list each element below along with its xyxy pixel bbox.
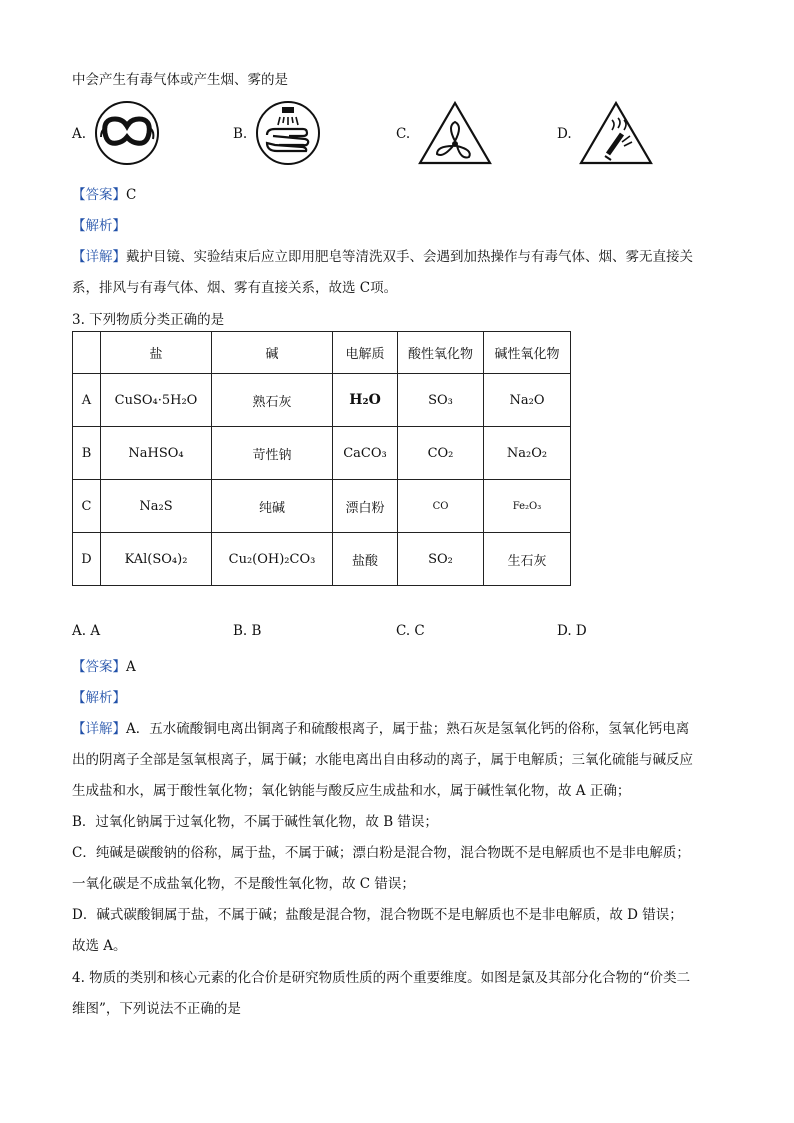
- header-cell: 酸性氧化物: [398, 332, 484, 374]
- row-key: C: [73, 480, 101, 533]
- header-cell: 碱性氧化物: [484, 332, 571, 374]
- acid-oxide-cell: SO₂: [398, 533, 484, 586]
- electrolyte-cell: H₂O: [333, 374, 398, 427]
- q3-detail-5: C．纯碱是碳酸钠的俗称，属于盐，不属于碱；漂白粉是混合物，混合物既不是电解质也不是非电解质；: [72, 845, 690, 861]
- base-cell: Cu₂(OH)₂CO₃: [212, 533, 333, 586]
- row-key: D: [73, 533, 101, 586]
- basic-oxide-cell: Fe₂O₃: [484, 480, 571, 533]
- q3-answer: A: [126, 659, 136, 675]
- header-cell: 电解质: [333, 332, 398, 374]
- q4-stem-2: 维图”，下列说法不正确的是: [72, 1001, 241, 1017]
- q2-option-a-label: A.: [72, 126, 87, 142]
- base-cell: 纯碱: [212, 480, 333, 533]
- q3-detail-3: 生成盐和水，属于酸性氧化物；氧化钠能与酸反应生成盐和水，属于碱性氧化物，故 A 正确；: [72, 783, 631, 799]
- base-cell: 苛性钠: [212, 427, 333, 480]
- q3-stem: 3. 下列物质分类正确的是: [72, 312, 225, 328]
- q3-detail-4: B．过氧化钠属于过氧化物，不属于碱性氧化物，故 B 错误；: [72, 814, 438, 830]
- fan-warning-icon: [417, 100, 493, 166]
- q4-stem-1: 4. 物质的类别和核心元素的化合价是研究物质性质的两个重要维度。如图是氯及其部分化合物的“价类二: [72, 970, 691, 986]
- q2-detail-tag: 【详解】: [72, 249, 126, 265]
- q3-choice-c: C. C: [396, 623, 425, 639]
- salt-cell: NaHSO₄: [101, 427, 212, 480]
- acid-oxide-cell: CO: [398, 480, 484, 533]
- heat-warning-icon: [578, 100, 654, 166]
- q2-option-b-label: B.: [233, 126, 248, 142]
- q3-analysis-tag: 【解析】: [72, 690, 126, 706]
- table-row: [73, 374, 571, 427]
- header-cell: 碱: [212, 332, 333, 374]
- q3-detail-2: 出的阴离子全部是氢氧根离子，属于碱；水能电离出自由移动的离子，属于电解质；三氧化硫能与碱反应: [72, 752, 693, 768]
- q3-choice-b: B. B: [233, 623, 262, 639]
- q3-answer-tag: 【答案】: [72, 659, 126, 675]
- q2-stem: 中会产生有毒气体或产生烟、雾的是: [72, 72, 288, 88]
- salt-cell: CuSO₄·5H₂O: [101, 374, 212, 427]
- goggles-icon: [93, 99, 161, 167]
- acid-oxide-cell: SO₃: [398, 374, 484, 427]
- q2-detail-2: 系，排风与有毒气体、烟、雾有直接关系，故选 C项。: [72, 280, 398, 296]
- hand-wash-icon: [253, 99, 323, 167]
- basic-oxide-cell: Na₂O₂: [484, 427, 571, 480]
- q3-choice-a: A. A: [72, 623, 101, 639]
- q3-detail-8: 故选 A。: [72, 938, 127, 954]
- q2-answer: C: [126, 187, 137, 203]
- q3-choice-d: D. D: [557, 623, 587, 639]
- q3-detail-7: D．碱式碳酸铜属于盐，不属于碱；盐酸是混合物，混合物既不是电解质也不是非电解质，故 D 错误；: [72, 907, 683, 923]
- classification-table: [72, 331, 571, 586]
- table-row: [73, 480, 571, 533]
- basic-oxide-cell: Na₂O: [484, 374, 571, 427]
- q2-answer-tag: 【答案】: [72, 187, 126, 203]
- salt-cell: KAl(SO₄)₂: [101, 533, 212, 586]
- table-header-row: [73, 332, 571, 374]
- acid-oxide-cell: CO₂: [398, 427, 484, 480]
- q2-answer-line: [72, 183, 136, 203]
- q3-detail-tag: 【详解】: [72, 721, 126, 737]
- row-key: B: [73, 427, 101, 480]
- header-cell: [73, 332, 101, 374]
- q3-detail-6: 一氧化碳是不成盐氧化物，不是酸性氧化物，故 C 错误；: [72, 876, 415, 892]
- table-row: [73, 533, 571, 586]
- row-key: A: [73, 374, 101, 427]
- q2-option-c-label: C.: [396, 126, 411, 142]
- header-cell: 盐: [101, 332, 212, 374]
- table-row: [73, 427, 571, 480]
- basic-oxide-cell: 生石灰: [484, 533, 571, 586]
- q2-analysis-tag: 【解析】: [72, 218, 126, 234]
- q3-detail-1: 【详解】A．五水硫酸铜电离出铜离子和硫酸根离子，属于盐；熟石灰是氢氧化钙的俗称，氢氧化钙电离: [72, 721, 690, 737]
- base-cell: 熟石灰: [212, 374, 333, 427]
- electrolyte-cell: 盐酸: [333, 533, 398, 586]
- q3-answer-line: [72, 655, 136, 675]
- q2-option-d-label: D.: [557, 126, 572, 142]
- electrolyte-cell: 漂白粉: [333, 480, 398, 533]
- q2-detail-1: 【详解】戴护目镜、实验结束后应立即用肥皂等清洗双手、会遇到加热操作与有毒气体、烟、雾无直接关: [72, 249, 693, 265]
- electrolyte-cell: CaCO₃: [333, 427, 398, 480]
- salt-cell: Na₂S: [101, 480, 212, 533]
